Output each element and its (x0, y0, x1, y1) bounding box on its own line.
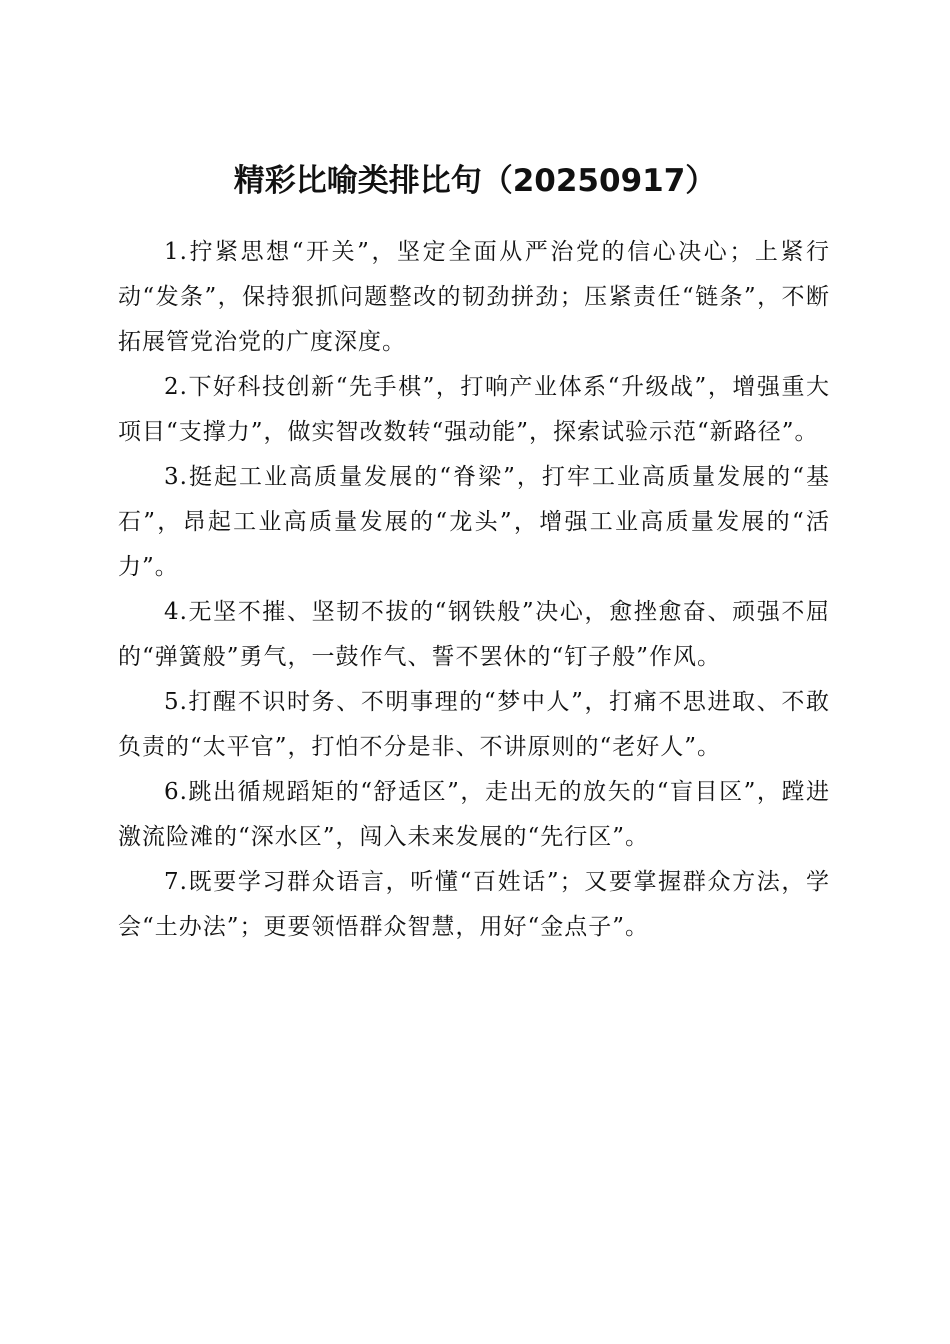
paragraph-5: 5.打醒不识时务、不明事理的“梦中人”，打痛不思进取、不敢负责的“太平官”，打怕不分是非、不讲原则的“老好人”。 (118, 689, 830, 760)
paragraph-6: 6.跳出循规蹈矩的“舒适区”，走出无的放矢的“盲目区”，蹚进激流险滩的“深水区”，闯入未来发展的“先行区”。 (118, 779, 830, 850)
paragraph-2: 2.下好科技创新“先手棋”，打响产业体系“升级战”，增强重大项目“支撑力”，做实智改数转“强动能”，探索试验示范“新路径”。 (118, 374, 830, 445)
paragraph-7: 7.既要学习群众语言，听懂“百姓话”；又要掌握群众方法，学会“土办法”；更要领悟群众智慧，用好“金点子”。 (118, 869, 830, 940)
document-body (118, 230, 830, 950)
paragraph-4: 4.无坚不摧、坚韧不拔的“钢铁般”决心，愈挫愈奋、顽强不屈的“弹簧般”勇气，一鼓作气、誓不罢休的“钉子般”作风。 (118, 599, 830, 670)
paragraph-1: 1.拧紧思想“开关”，坚定全面从严治党的信心决心；上紧行动“发条”，保持狠抓问题整改的韧劲拼劲；压紧责任“链条”，不断拓展管党治党的广度深度。 (118, 239, 830, 355)
paragraph-3: 3.挺起工业高质量发展的“脊梁”，打牢工业高质量发展的“基石”，昂起工业高质量发展的“龙头”，增强工业高质量发展的“活力”。 (118, 464, 830, 580)
document-title: 精彩比喻类排比句（20250917） (233, 162, 717, 199)
